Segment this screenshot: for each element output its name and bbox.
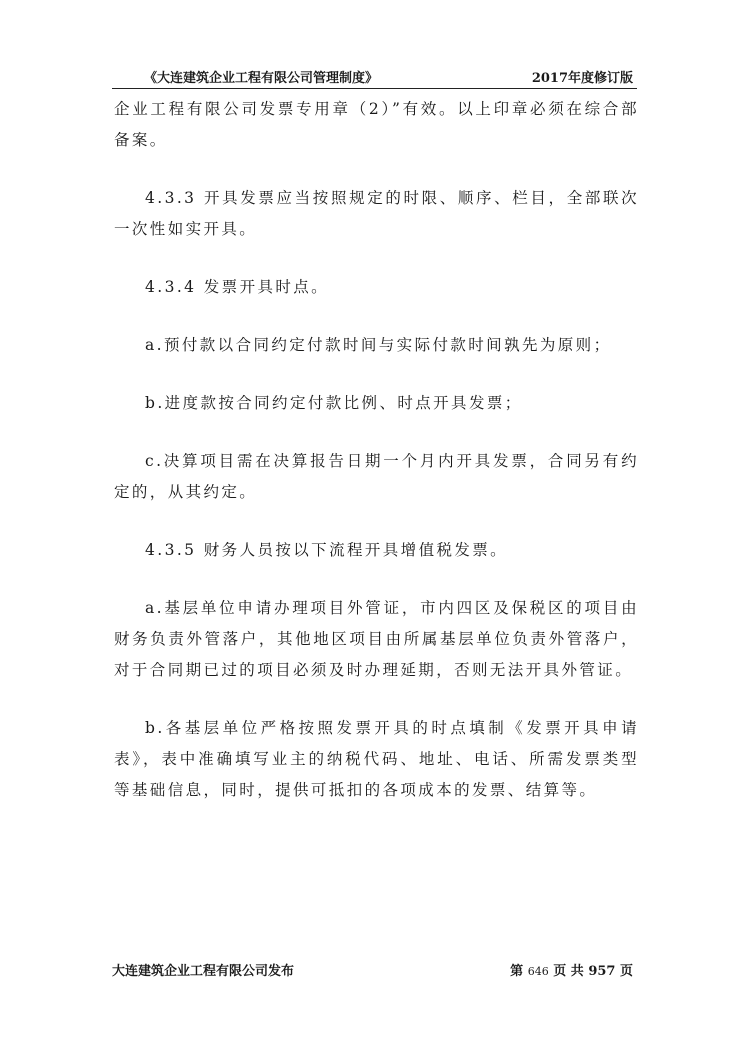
page-header: [112, 64, 637, 89]
paragraph-seal-registration: 企业工程有限公司发票专用章（2）”有效。以上印章必须在综合部备案。: [114, 100, 639, 149]
paragraph-4-3-4-b: b.进度款按合同约定付款比例、时点开具发票；: [145, 394, 523, 412]
page-suffix: 页: [619, 964, 633, 979]
paragraph-4-3-5: 4.3.5 财务人员按以下流程开具增值税发票。: [145, 541, 509, 559]
footer-page-info: [510, 960, 633, 979]
paragraph-4-3-5-b: b.各基层单位严格按照发票开具的时点填制《发票开具申请表》，表中准确填写业主的纳税代码、地址、电话、所需发票类型等基础信息，同时，提供可抵扣的各项成本的发票、结算等。: [114, 719, 639, 799]
paragraph-4-3-4: 4.3.4 发票开具时点。: [145, 278, 330, 296]
paragraph-4-3-5-a: a.基层单位申请办理项目外管证，市内四区及保税区的项目由财务负责外管落户，其他地区项目由所属基层单位负责外管落户，对于合同期已过的项目必须及时办理延期，否则无法开具外管证。: [114, 599, 639, 679]
total-pages: 957: [588, 964, 616, 979]
header-document-title: 《大连建筑企业工程有限公司管理制度》: [144, 71, 379, 86]
document-body: [114, 94, 639, 833]
paragraph-4-3-3: 4.3.3 开具发票应当按照规定的时限、顺序、栏目，全部联次一次性如实开具。: [114, 189, 639, 238]
paragraph-4-3-4-c: c.决算项目需在决算报告日期一个月内开具发票，合同另有约定的，从其约定。: [114, 452, 639, 501]
paragraph-4-3-4-a: a.预付款以合同约定付款时间与实际付款时间孰先为原则；: [145, 336, 612, 354]
page-prefix: 第: [510, 964, 524, 979]
page-number: 646: [527, 965, 549, 978]
header-edition: 2017年度修订版: [531, 71, 633, 86]
page-middle: 页 共: [553, 964, 584, 979]
footer-publisher: 大连建筑企业工程有限公司发布: [112, 964, 295, 979]
